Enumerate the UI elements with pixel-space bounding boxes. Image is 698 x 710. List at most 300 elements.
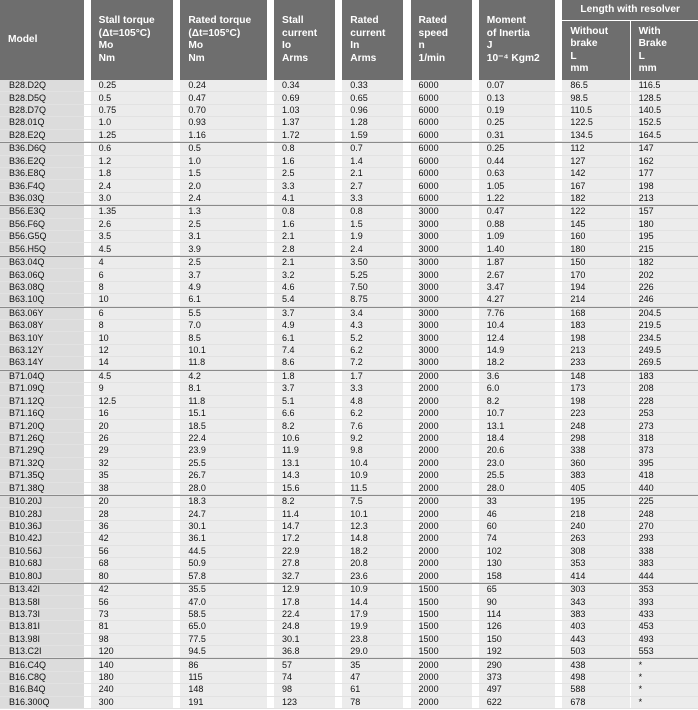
cell-rated-torque: 3.1 [180, 231, 267, 243]
cell-model: B63.14Y [0, 357, 84, 369]
cell-length-with-brake: 246 [631, 294, 698, 306]
cell-model: B63.06Y [0, 307, 84, 320]
cell-length-with-brake: 248 [631, 508, 698, 520]
cell-stall-current: 3.7 [274, 383, 335, 395]
cell-length-without-brake: 383 [562, 609, 629, 621]
cell-rated-speed: 2000 [411, 420, 472, 432]
cell-inertia: 60 [479, 521, 555, 533]
cell-rated-torque: 1.5 [180, 168, 267, 180]
cell-stall-torque: 73 [91, 609, 174, 621]
table-row [0, 383, 698, 395]
cell-inertia: 0.25 [479, 142, 555, 155]
cell-stall-torque: 0.75 [91, 105, 174, 117]
cell-rated-torque: 6.1 [180, 294, 267, 306]
cell-stall-current: 1.6 [274, 219, 335, 231]
cell-length-with-brake: 183 [631, 370, 698, 383]
cell-rated-speed: 2000 [411, 396, 472, 408]
cell-stall-current: 5.1 [274, 396, 335, 408]
cell-stall-torque: 180 [91, 672, 174, 684]
cell-length-with-brake: 433 [631, 609, 698, 621]
cell-rated-speed: 2000 [411, 508, 472, 520]
cell-rated-torque: 86 [180, 658, 267, 671]
cell-rated-current: 0.96 [342, 105, 403, 117]
cell-length-with-brake: 147 [631, 142, 698, 155]
cell-stall-current: 0.34 [274, 80, 335, 92]
cell-stall-torque: 1.2 [91, 156, 174, 168]
cell-inertia: 102 [479, 546, 555, 558]
cell-stall-torque: 10 [91, 332, 174, 344]
cell-rated-torque: 3.7 [180, 269, 267, 281]
cell-length-without-brake: 194 [562, 282, 629, 294]
cell-rated-speed: 1500 [411, 583, 472, 596]
table-row [0, 458, 698, 470]
cell-length-with-brake: 228 [631, 396, 698, 408]
cell-inertia: 23.0 [479, 458, 555, 470]
table-row [0, 470, 698, 482]
cell-stall-torque: 12.5 [91, 396, 174, 408]
cell-rated-speed: 2000 [411, 521, 472, 533]
cell-stall-torque: 2.6 [91, 219, 174, 231]
cell-rated-speed: 2000 [411, 697, 472, 709]
cell-rated-speed: 3000 [411, 320, 472, 332]
cell-rated-speed: 6000 [411, 92, 472, 104]
cell-inertia: 1.09 [479, 231, 555, 243]
cell-rated-current: 1.59 [342, 130, 403, 142]
cell-length-with-brake: 553 [631, 646, 698, 658]
cell-stall-torque: 68 [91, 558, 174, 570]
table-row [0, 672, 698, 684]
cell-inertia: 622 [479, 697, 555, 709]
cell-rated-speed: 6000 [411, 142, 472, 155]
cell-rated-torque: 1.0 [180, 156, 267, 168]
cell-stall-torque: 16 [91, 408, 174, 420]
cell-length-without-brake: 145 [562, 219, 629, 231]
cell-inertia: 150 [479, 634, 555, 646]
cell-inertia: 1.40 [479, 243, 555, 255]
cell-model: B10.56J [0, 546, 84, 558]
cell-length-with-brake: * [631, 697, 698, 709]
cell-rated-current: 6.2 [342, 345, 403, 357]
cell-stall-torque: 4.5 [91, 243, 174, 255]
cell-model: B13.98I [0, 634, 84, 646]
cell-model: B56.F6Q [0, 219, 84, 231]
table-row [0, 433, 698, 445]
cell-rated-torque: 7.0 [180, 320, 267, 332]
cell-rated-speed: 3000 [411, 307, 472, 320]
cell-length-with-brake: 353 [631, 583, 698, 596]
cell-length-with-brake: 213 [631, 193, 698, 205]
cell-model: B63.06Q [0, 269, 84, 281]
cell-length-with-brake: 215 [631, 243, 698, 255]
table-row [0, 156, 698, 168]
cell-length-with-brake: 383 [631, 558, 698, 570]
cell-model: B10.42J [0, 533, 84, 545]
cell-model: B56.E3Q [0, 205, 84, 218]
cell-model: B63.08Y [0, 320, 84, 332]
header-moment-of-inertia: Moment of Inertia J 10⁻⁴ Kgm2 [479, 0, 555, 80]
cell-stall-current: 4.9 [274, 320, 335, 332]
cell-length-with-brake: * [631, 672, 698, 684]
cell-stall-torque: 240 [91, 684, 174, 696]
cell-rated-current: 3.3 [342, 193, 403, 205]
cell-stall-torque: 8 [91, 320, 174, 332]
cell-model: B71.20Q [0, 420, 84, 432]
cell-length-with-brake: 493 [631, 634, 698, 646]
cell-inertia: 0.07 [479, 80, 555, 92]
cell-length-with-brake: 226 [631, 282, 698, 294]
table-row [0, 243, 698, 255]
cell-length-without-brake: 134.5 [562, 130, 629, 142]
cell-model: B71.38Q [0, 483, 84, 495]
cell-length-with-brake: 180 [631, 219, 698, 231]
cell-rated-current: 35 [342, 658, 403, 671]
cell-rated-torque: 11.8 [180, 396, 267, 408]
cell-rated-speed: 3000 [411, 205, 472, 218]
cell-length-without-brake: 214 [562, 294, 629, 306]
table-row [0, 495, 698, 508]
cell-stall-current: 1.72 [274, 130, 335, 142]
cell-length-with-brake: 152.5 [631, 117, 698, 129]
cell-length-with-brake: 204.5 [631, 307, 698, 320]
cell-length-with-brake: 373 [631, 445, 698, 457]
table-row [0, 105, 698, 117]
cell-rated-torque: 35.5 [180, 583, 267, 596]
cell-rated-current: 7.6 [342, 420, 403, 432]
cell-length-without-brake: 338 [562, 445, 629, 457]
cell-inertia: 0.47 [479, 205, 555, 218]
table-row [0, 521, 698, 533]
cell-rated-speed: 2000 [411, 672, 472, 684]
table-row [0, 370, 698, 383]
cell-length-without-brake: 170 [562, 269, 629, 281]
cell-rated-current: 12.3 [342, 521, 403, 533]
cell-model: B56.H5Q [0, 243, 84, 255]
cell-rated-current: 0.8 [342, 205, 403, 218]
cell-model: B71.35Q [0, 470, 84, 482]
cell-length-without-brake: 438 [562, 658, 629, 671]
cell-stall-current: 98 [274, 684, 335, 696]
cell-rated-speed: 1500 [411, 609, 472, 621]
cell-stall-torque: 8 [91, 282, 174, 294]
cell-rated-torque: 11.8 [180, 357, 267, 369]
table-row [0, 180, 698, 192]
cell-rated-current: 2.4 [342, 243, 403, 255]
table-row [0, 697, 698, 709]
cell-rated-speed: 1500 [411, 596, 472, 608]
cell-rated-current: 17.9 [342, 609, 403, 621]
cell-stall-torque: 56 [91, 596, 174, 608]
cell-rated-speed: 1500 [411, 646, 472, 658]
cell-rated-torque: 23.9 [180, 445, 267, 457]
cell-length-with-brake: 338 [631, 546, 698, 558]
cell-rated-torque: 5.5 [180, 307, 267, 320]
cell-rated-current: 0.7 [342, 142, 403, 155]
cell-model: B13.C2I [0, 646, 84, 658]
cell-inertia: 130 [479, 558, 555, 570]
table-row [0, 596, 698, 608]
cell-rated-current: 3.3 [342, 383, 403, 395]
table-row [0, 658, 698, 671]
cell-stall-torque: 56 [91, 546, 174, 558]
cell-model: B71.12Q [0, 396, 84, 408]
cell-stall-torque: 32 [91, 458, 174, 470]
cell-model: B71.04Q [0, 370, 84, 383]
cell-rated-speed: 2000 [411, 570, 472, 582]
cell-rated-speed: 1500 [411, 634, 472, 646]
cell-length-without-brake: 183 [562, 320, 629, 332]
cell-inertia: 25.5 [479, 470, 555, 482]
cell-model: B36.E8Q [0, 168, 84, 180]
cell-inertia: 1.05 [479, 180, 555, 192]
cell-stall-torque: 26 [91, 433, 174, 445]
cell-rated-current: 7.5 [342, 495, 403, 508]
cell-rated-current: 9.2 [342, 433, 403, 445]
cell-model: B63.04Q [0, 256, 84, 269]
cell-inertia: 290 [479, 658, 555, 671]
cell-length-with-brake: * [631, 684, 698, 696]
cell-length-without-brake: 218 [562, 508, 629, 520]
cell-model: B63.10Q [0, 294, 84, 306]
cell-rated-current: 10.9 [342, 583, 403, 596]
cell-length-with-brake: 249.5 [631, 345, 698, 357]
header-with-brake: With Brake L mm [631, 21, 698, 80]
table-row [0, 420, 698, 432]
cell-rated-torque: 36.1 [180, 533, 267, 545]
cell-stall-torque: 140 [91, 658, 174, 671]
cell-rated-speed: 6000 [411, 180, 472, 192]
cell-inertia: 28.0 [479, 483, 555, 495]
cell-length-without-brake: 343 [562, 596, 629, 608]
cell-rated-speed: 3000 [411, 294, 472, 306]
cell-stall-current: 4.6 [274, 282, 335, 294]
cell-length-with-brake: 453 [631, 621, 698, 633]
cell-inertia: 18.4 [479, 433, 555, 445]
cell-stall-torque: 0.5 [91, 92, 174, 104]
header-stall-torque: Stall torque (Δt=105°C) Mo Nm [91, 0, 174, 80]
cell-length-without-brake: 303 [562, 583, 629, 596]
cell-rated-current: 3.4 [342, 307, 403, 320]
table-row [0, 168, 698, 180]
cell-model: B13.81I [0, 621, 84, 633]
cell-stall-torque: 4 [91, 256, 174, 269]
cell-inertia: 33 [479, 495, 555, 508]
cell-stall-current: 14.7 [274, 521, 335, 533]
cell-rated-torque: 0.24 [180, 80, 267, 92]
cell-rated-torque: 10.1 [180, 345, 267, 357]
cell-stall-torque: 0.6 [91, 142, 174, 155]
cell-rated-speed: 2000 [411, 445, 472, 457]
table-row [0, 193, 698, 205]
cell-rated-current: 0.65 [342, 92, 403, 104]
cell-stall-current: 2.5 [274, 168, 335, 180]
cell-stall-current: 12.9 [274, 583, 335, 596]
cell-stall-current: 22.4 [274, 609, 335, 621]
cell-stall-torque: 1.35 [91, 205, 174, 218]
cell-rated-torque: 0.93 [180, 117, 267, 129]
cell-model: B13.42I [0, 583, 84, 596]
table-row [0, 345, 698, 357]
cell-inertia: 10.7 [479, 408, 555, 420]
cell-rated-speed: 2000 [411, 483, 472, 495]
cell-rated-torque: 22.4 [180, 433, 267, 445]
cell-stall-torque: 36 [91, 521, 174, 533]
table-row [0, 80, 698, 92]
cell-model: B10.80J [0, 570, 84, 582]
table-row [0, 609, 698, 621]
table-header [0, 0, 698, 80]
cell-length-without-brake: 122 [562, 205, 629, 218]
cell-rated-torque: 8.5 [180, 332, 267, 344]
cell-rated-torque: 148 [180, 684, 267, 696]
cell-length-without-brake: 353 [562, 558, 629, 570]
cell-stall-current: 32.7 [274, 570, 335, 582]
table-row [0, 621, 698, 633]
cell-rated-current: 14.8 [342, 533, 403, 545]
cell-rated-torque: 2.5 [180, 219, 267, 231]
cell-stall-torque: 4.5 [91, 370, 174, 383]
cell-length-without-brake: 213 [562, 345, 629, 357]
cell-rated-current: 23.6 [342, 570, 403, 582]
cell-stall-current: 24.8 [274, 621, 335, 633]
cell-length-with-brake: 202 [631, 269, 698, 281]
table-row [0, 117, 698, 129]
cell-rated-current: 7.50 [342, 282, 403, 294]
cell-rated-speed: 1500 [411, 621, 472, 633]
cell-model: B71.32Q [0, 458, 84, 470]
cell-inertia: 10.4 [479, 320, 555, 332]
header-rated-speed: Rated speed n 1/min [411, 0, 472, 80]
cell-inertia: 114 [479, 609, 555, 621]
cell-stall-current: 10.6 [274, 433, 335, 445]
cell-length-with-brake: 393 [631, 596, 698, 608]
cell-inertia: 65 [479, 583, 555, 596]
cell-length-without-brake: 110.5 [562, 105, 629, 117]
cell-rated-torque: 191 [180, 697, 267, 709]
cell-length-without-brake: 403 [562, 621, 629, 633]
cell-rated-speed: 2000 [411, 470, 472, 482]
cell-rated-current: 29.0 [342, 646, 403, 658]
cell-rated-speed: 3000 [411, 219, 472, 231]
cell-model: B63.10Y [0, 332, 84, 344]
cell-rated-speed: 2000 [411, 458, 472, 470]
cell-rated-current: 11.5 [342, 483, 403, 495]
table-row [0, 282, 698, 294]
cell-stall-current: 1.03 [274, 105, 335, 117]
cell-model: B10.28J [0, 508, 84, 520]
table-row [0, 646, 698, 658]
cell-stall-current: 27.8 [274, 558, 335, 570]
cell-stall-current: 2.1 [274, 231, 335, 243]
cell-model: B16.C8Q [0, 672, 84, 684]
table-row [0, 142, 698, 155]
cell-inertia: 1.87 [479, 256, 555, 269]
cell-rated-speed: 6000 [411, 117, 472, 129]
cell-length-with-brake: 273 [631, 420, 698, 432]
cell-stall-current: 0.8 [274, 142, 335, 155]
cell-length-without-brake: 195 [562, 495, 629, 508]
cell-model: B63.12Y [0, 345, 84, 357]
cell-stall-torque: 20 [91, 420, 174, 432]
cell-length-without-brake: 383 [562, 470, 629, 482]
cell-inertia: 0.19 [479, 105, 555, 117]
cell-rated-torque: 18.3 [180, 495, 267, 508]
cell-stall-torque: 81 [91, 621, 174, 633]
cell-length-without-brake: 112 [562, 142, 629, 155]
cell-rated-current: 1.28 [342, 117, 403, 129]
cell-length-with-brake: 225 [631, 495, 698, 508]
cell-length-without-brake: 150 [562, 256, 629, 269]
cell-model: B16.C4Q [0, 658, 84, 671]
cell-rated-current: 6.2 [342, 408, 403, 420]
cell-inertia: 90 [479, 596, 555, 608]
table-row [0, 256, 698, 269]
cell-rated-speed: 3000 [411, 269, 472, 281]
cell-length-without-brake: 248 [562, 420, 629, 432]
cell-stall-current: 3.3 [274, 180, 335, 192]
cell-rated-speed: 6000 [411, 168, 472, 180]
cell-rated-torque: 4.9 [180, 282, 267, 294]
cell-inertia: 6.0 [479, 383, 555, 395]
cell-stall-current: 17.8 [274, 596, 335, 608]
cell-stall-current: 0.69 [274, 92, 335, 104]
cell-stall-current: 0.8 [274, 205, 335, 218]
cell-rated-current: 3.50 [342, 256, 403, 269]
cell-rated-current: 10.9 [342, 470, 403, 482]
cell-length-with-brake: 234.5 [631, 332, 698, 344]
cell-inertia: 0.88 [479, 219, 555, 231]
cell-rated-speed: 6000 [411, 193, 472, 205]
cell-rated-current: 0.33 [342, 80, 403, 92]
cell-model: B63.08Q [0, 282, 84, 294]
cell-length-with-brake: 253 [631, 408, 698, 420]
cell-inertia: 46 [479, 508, 555, 520]
cell-rated-speed: 6000 [411, 80, 472, 92]
cell-rated-current: 18.2 [342, 546, 403, 558]
cell-inertia: 74 [479, 533, 555, 545]
cell-model: B71.29Q [0, 445, 84, 457]
table-row [0, 269, 698, 281]
cell-stall-torque: 6 [91, 269, 174, 281]
cell-length-with-brake: 269.5 [631, 357, 698, 369]
cell-stall-current: 11.9 [274, 445, 335, 457]
cell-length-without-brake: 142 [562, 168, 629, 180]
cell-rated-torque: 94.5 [180, 646, 267, 658]
cell-stall-torque: 6 [91, 307, 174, 320]
cell-stall-torque: 42 [91, 533, 174, 545]
cell-rated-torque: 30.1 [180, 521, 267, 533]
cell-stall-torque: 3.5 [91, 231, 174, 243]
cell-inertia: 0.63 [479, 168, 555, 180]
cell-model: B71.26Q [0, 433, 84, 445]
cell-model: B36.D6Q [0, 142, 84, 155]
cell-length-with-brake: 208 [631, 383, 698, 395]
cell-rated-speed: 2000 [411, 383, 472, 395]
cell-length-without-brake: 360 [562, 458, 629, 470]
cell-inertia: 2.67 [479, 269, 555, 281]
cell-stall-torque: 3.0 [91, 193, 174, 205]
cell-inertia: 373 [479, 672, 555, 684]
cell-rated-torque: 3.9 [180, 243, 267, 255]
cell-length-with-brake: 395 [631, 458, 698, 470]
cell-rated-speed: 2000 [411, 408, 472, 420]
cell-length-with-brake: 318 [631, 433, 698, 445]
cell-rated-speed: 3000 [411, 357, 472, 369]
cell-rated-speed: 6000 [411, 156, 472, 168]
cell-rated-current: 9.8 [342, 445, 403, 457]
cell-stall-current: 22.9 [274, 546, 335, 558]
cell-stall-current: 1.6 [274, 156, 335, 168]
cell-rated-torque: 0.70 [180, 105, 267, 117]
